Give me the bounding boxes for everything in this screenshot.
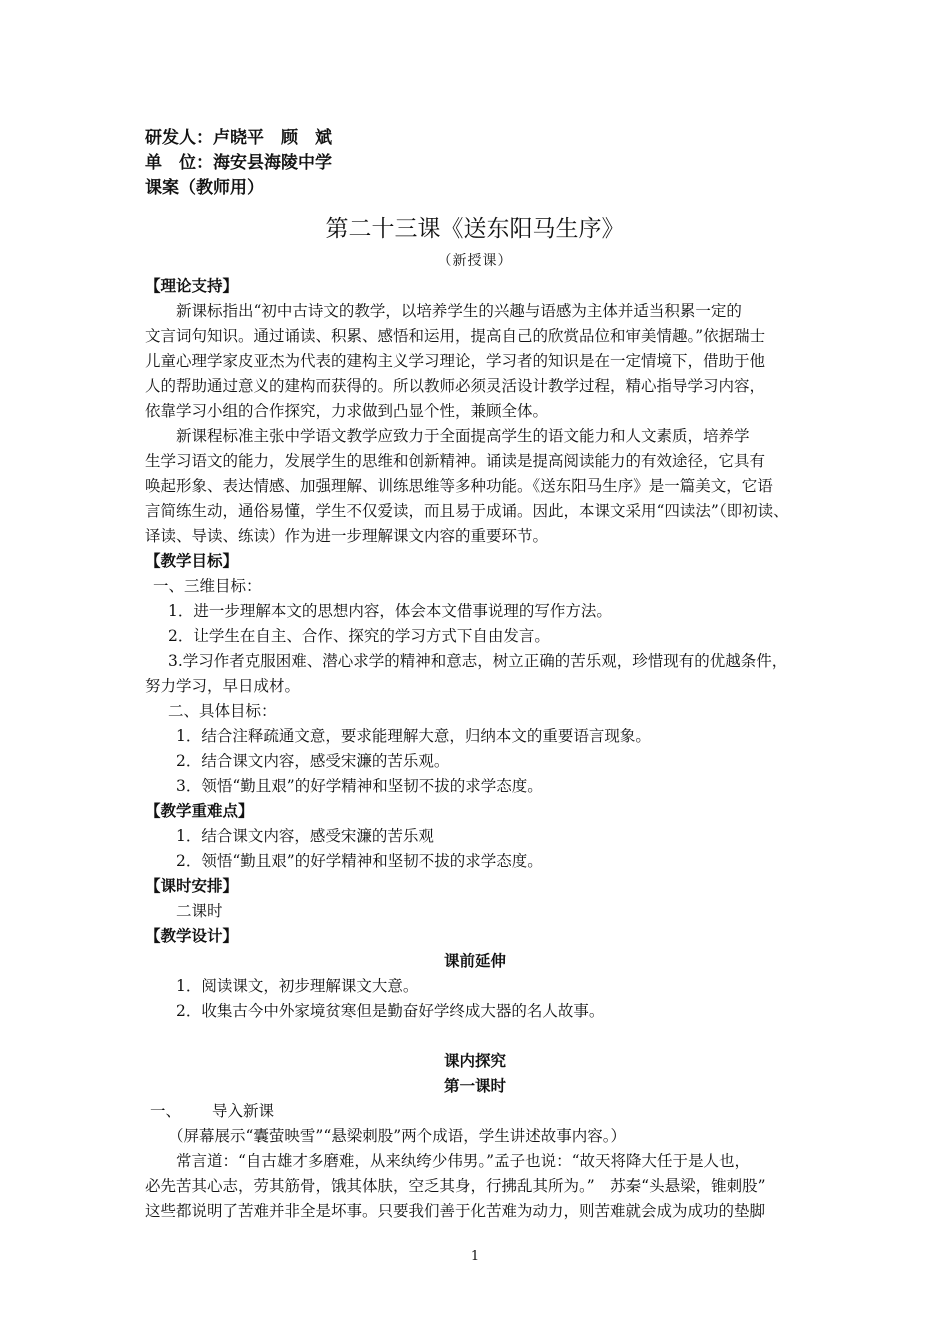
section-heading-design: 【教学设计】 — [145, 927, 239, 945]
list-item: 2．领悟“勤且艰”的好学精神和坚韧不拔的求学态度。 — [176, 852, 543, 870]
subsection-title: 二、具体目标： — [168, 702, 277, 720]
unit-line: 单 位：海安县海陵中学 — [145, 153, 332, 173]
in-class-title: 课内探究 — [443, 1052, 506, 1070]
section-heading-theory: 【理论支持】 — [145, 277, 239, 295]
page-subtitle: （新授课） — [437, 253, 513, 269]
list-item: 3.学习作者克服困难、潜心求学的精神和意志，树立正确的苦乐观，珍惜现有的优越条件， — [168, 652, 788, 670]
paragraph-line: 文言词句知识。通过诵读、积累、感悟和运用，提高自己的欣赏品位和审美情趣。”依据瑞士 — [145, 327, 766, 345]
doc-type-line: 课案（教师用） — [145, 178, 264, 198]
paragraph-line: 这些都说明了苦难并非全是坏事。只要我们善于化苦难为动力，则苦难就会成为成功的垫脚 — [145, 1202, 766, 1220]
list-item: 1．结合课文内容，感受宋濂的苦乐观 — [176, 827, 434, 845]
paragraph-line: 新课程标准主张中学语文教学应致力于全面提高学生的语文能力和人文素质，培养学 — [176, 427, 750, 445]
list-item: 1．结合注释疏通文意，要求能理解大意，归纳本文的重要语言现象。 — [176, 727, 651, 745]
paragraph-line: 常言道：“自古雄才多磨难，从来纨绔少伟男。”孟子也说：“故天将降大任于是人也， — [176, 1152, 751, 1170]
paragraph-line: 儿童心理学家皮亚杰为代表的建构主义学习理论，学习者的知识是在一定情境下，借助于他 — [145, 352, 766, 370]
paragraph-line: （屏幕展示“囊萤映雪”“悬梁刺股”两个成语，学生讲述故事内容。） — [168, 1127, 626, 1145]
section-heading-key-points: 【教学重难点】 — [145, 802, 254, 820]
subsection-title: 一、三维目标： — [153, 577, 262, 595]
page-number: 1 — [470, 1249, 480, 1264]
list-item: 2．让学生在自主、合作、探究的学习方式下自由发言。 — [168, 627, 550, 645]
list-item: 1．进一步理解本文的思想内容，体会本文借事说理的写作方法。 — [168, 602, 612, 620]
list-item: 2．收集古今中外家境贫寒但是勤奋好学终成大器的名人故事。 — [176, 1002, 605, 1020]
paragraph-line: 言简练生动，通俗易懂，学生不仅爱读，而且易于成诵。因此，本课文采用“四读法”（即初读、 — [145, 502, 789, 520]
paragraph-line: 必先苦其心志，劳其筋骨，饿其体肤，空乏其身，行拂乱其所为。” 苏秦“头悬梁，锥刺股” — [145, 1177, 766, 1195]
paragraph-line: 译读、导读、练读）作为进一步理解课文内容的重要环节。 — [145, 527, 549, 545]
list-item: 2．结合课文内容，感受宋濂的苦乐观。 — [176, 752, 450, 770]
list-item: 3．领悟“勤且艰”的好学精神和坚韧不拔的求学态度。 — [176, 777, 543, 795]
paragraph-line: 生学习语文的能力，发展学生的思维和创新精神。诵读是提高阅读能力的有效途径，它具有 — [145, 452, 766, 470]
list-item: 1．阅读课文，初步理解课文大意。 — [176, 977, 419, 995]
paragraph-line: 人的帮助通过意义的建构而获得的。所以教师必须灵活设计教学过程，精心指导学习内容， — [145, 377, 766, 395]
page-title: 第二十三课《送东阳马生序》 — [325, 216, 625, 242]
pre-class-title: 课前延伸 — [443, 952, 506, 970]
section-heading-goals: 【教学目标】 — [145, 552, 239, 570]
schedule-text: 二课时 — [176, 902, 223, 920]
step-label: 导入新课 — [212, 1102, 275, 1120]
list-item-continuation: 努力学习，早日成材。 — [145, 677, 301, 695]
section-heading-schedule: 【课时安排】 — [145, 877, 239, 895]
step-number: 一、 — [150, 1102, 182, 1120]
paragraph-line: 依靠学习小组的合作探究，力求做到凸显个性，兼顾全体。 — [145, 402, 549, 420]
author-line: 研发人：卢晓平 顾 斌 — [145, 128, 332, 148]
paragraph-line: 新课标指出“初中古诗文的教学，以培养学生的兴趣与语感为主体并适当积累一定的 — [176, 302, 742, 320]
lesson-title: 第一课时 — [443, 1077, 506, 1095]
paragraph-line: 唤起形象、表达情感、加强理解、训练思维等多种功能。《送东阳马生序》是一篇美文，它语 — [145, 477, 773, 495]
